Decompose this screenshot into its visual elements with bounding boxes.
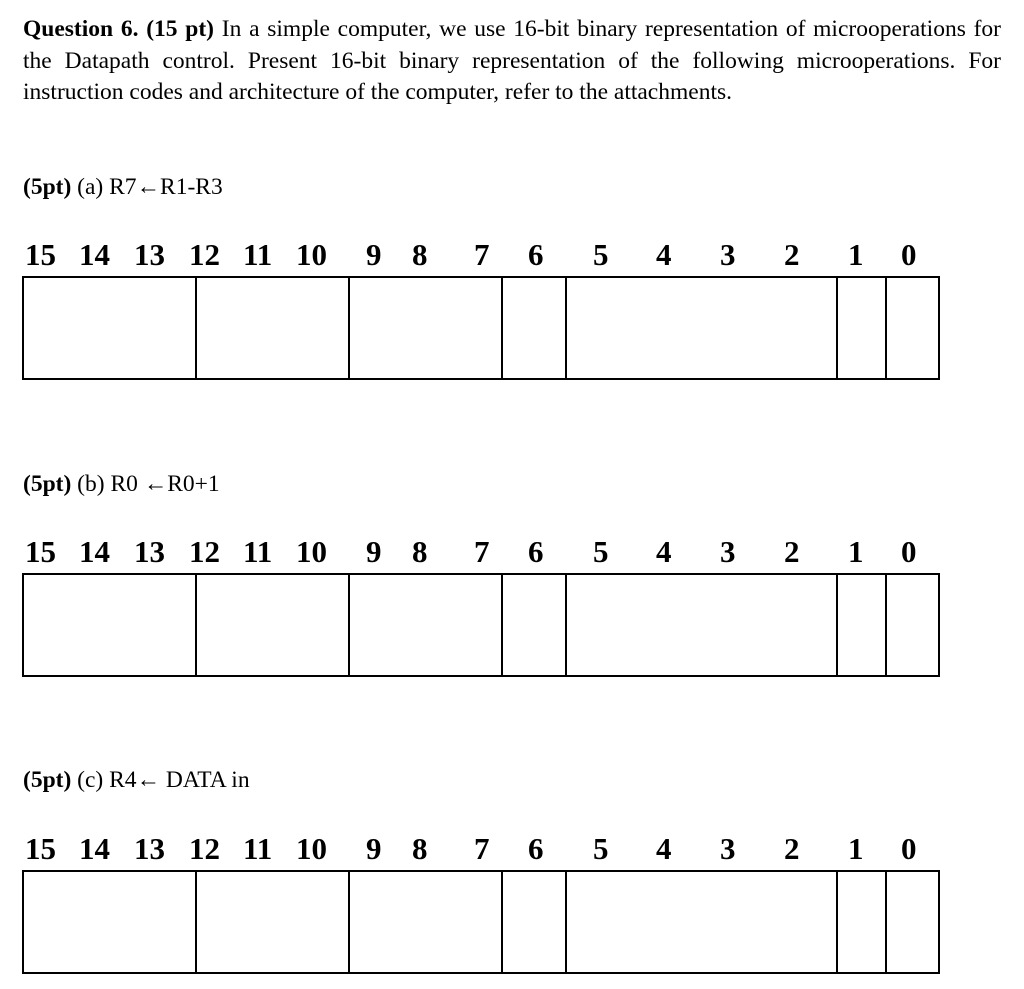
answer-box-c[interactable] [22,870,940,974]
bit-6: 6 [528,237,544,272]
bit-5: 5 [593,831,609,866]
bit-8: 8 [412,831,428,866]
field-divider [195,278,197,378]
part-a-points: (5pt) [23,174,72,200]
bit-7: 7 [474,534,490,569]
bit-4: 4 [656,534,672,569]
field-divider [348,872,350,972]
bit-11: 11 [243,831,273,866]
field-divider [836,872,838,972]
bit-0: 0 [901,534,917,569]
bit-4: 4 [656,831,672,866]
field-divider [195,872,197,972]
question-body: In a simple computer, we use 16-bit binary representation of microoperations for the Datapath control. Present 16-bit binary representation of the following microoperations. For instruction codes and architecture of the computer, refer to the attachments. [23,16,1001,105]
bit-2: 2 [784,534,800,569]
field-divider [195,575,197,675]
bit-7: 7 [474,237,490,272]
bit-11: 11 [243,237,273,272]
bit-10: 10 [296,237,327,272]
field-divider [501,278,503,378]
bit-1: 1 [848,534,864,569]
bit-10: 10 [296,831,327,866]
bit-12: 12 [189,237,220,272]
field-divider [885,278,887,378]
field-divider [885,872,887,972]
part-b-points: (5pt) [23,471,72,497]
bit-9: 9 [366,534,382,569]
bit-labels-c [0,832,1024,866]
bit-0: 0 [901,237,917,272]
part-b-label [23,469,220,499]
answer-box-b[interactable] [22,573,940,677]
bit-1: 1 [848,237,864,272]
bit-5: 5 [593,534,609,569]
bit-15: 15 [25,534,56,569]
field-divider [565,872,567,972]
bit-12: 12 [189,534,220,569]
bit-11: 11 [243,534,273,569]
bit-labels-b [0,535,1024,569]
bit-3: 3 [720,831,736,866]
field-divider [501,575,503,675]
bit-12: 12 [189,831,220,866]
part-c-points: (5pt) [23,767,72,793]
bit-10: 10 [296,534,327,569]
bit-9: 9 [366,831,382,866]
bit-3: 3 [720,237,736,272]
bit-14: 14 [79,831,110,866]
question-heading: Question 6. (15 pt) [23,16,215,42]
bit-13: 13 [134,831,165,866]
part-a-text: (a) R7←R1-R3 [71,174,223,200]
bit-2: 2 [784,831,800,866]
field-divider [501,872,503,972]
field-divider [836,278,838,378]
bit-4: 4 [656,237,672,272]
field-divider [348,575,350,675]
part-c-text: (c) R4← DATA in [71,767,250,793]
answer-box-a[interactable] [22,276,940,380]
bit-labels-a [0,238,1024,272]
bit-6: 6 [528,831,544,866]
bit-13: 13 [134,237,165,272]
question-text [23,14,1001,109]
bit-3: 3 [720,534,736,569]
bit-13: 13 [134,534,165,569]
part-a-label [23,172,223,202]
field-divider [885,575,887,675]
bit-5: 5 [593,237,609,272]
bit-7: 7 [474,831,490,866]
bit-14: 14 [79,534,110,569]
bit-1: 1 [848,831,864,866]
bit-15: 15 [25,831,56,866]
bit-2: 2 [784,237,800,272]
bit-8: 8 [412,534,428,569]
part-c-label [23,765,250,795]
part-b-text: (b) R0 ←R0+1 [71,471,220,497]
bit-15: 15 [25,237,56,272]
bit-6: 6 [528,534,544,569]
field-divider [836,575,838,675]
bit-9: 9 [366,237,382,272]
field-divider [348,278,350,378]
bit-14: 14 [79,237,110,272]
bit-0: 0 [901,831,917,866]
field-divider [565,278,567,378]
bit-8: 8 [412,237,428,272]
field-divider [565,575,567,675]
